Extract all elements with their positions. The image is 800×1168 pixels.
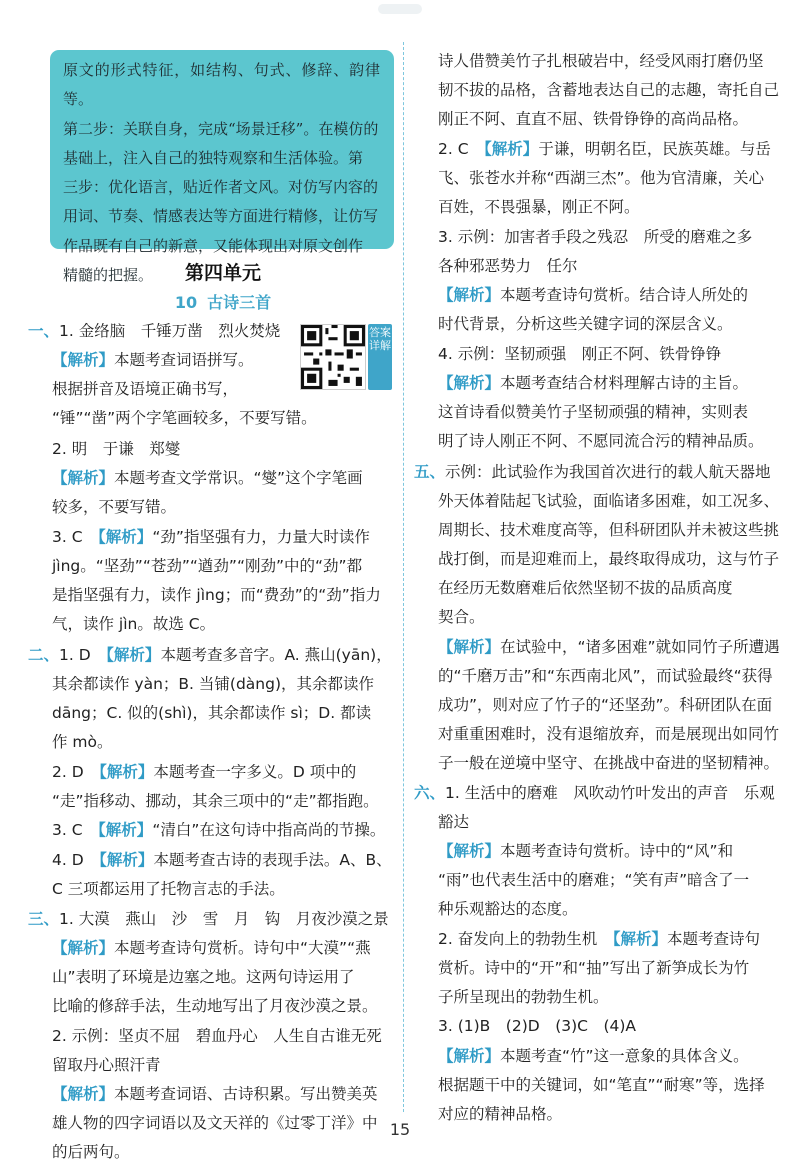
answer-text: 1. D bbox=[59, 646, 107, 664]
answer-text: 4. D bbox=[52, 851, 100, 869]
answer-text: 2. C bbox=[438, 140, 485, 158]
answer-line bbox=[438, 924, 760, 954]
answer-text: 诗人借赞美竹子扎根破岩中，经受风雨打磨仍坚 bbox=[438, 52, 764, 70]
answer-line bbox=[52, 991, 378, 1021]
answer-text: 2. 奋发向上的勃勃生机 bbox=[438, 930, 613, 948]
tip-line: 基础上，注入自己的独特观察和生活体验。第 bbox=[63, 148, 364, 167]
answer-line bbox=[438, 397, 748, 427]
answer-line bbox=[438, 515, 779, 545]
analysis-tag: 【解析】 bbox=[98, 528, 153, 546]
section-number: 六、 bbox=[414, 784, 446, 802]
answer-line bbox=[28, 640, 392, 670]
answer-text: “锤”“凿”两个字笔画较多，不要写错。 bbox=[52, 409, 317, 427]
answer-text: dāng；C. 似的(shì)，其余都读作 sì；D. 都读 bbox=[52, 704, 372, 722]
lesson-title bbox=[50, 290, 396, 313]
answer-text: 飞、张苍水并称“西湖三杰”。他为官清廉，关心 bbox=[438, 169, 765, 187]
section-number: 三、 bbox=[28, 910, 60, 928]
answer-text: 契合。 bbox=[438, 608, 485, 626]
answer-text: 种乐观豁达的态度。 bbox=[438, 900, 578, 918]
qr-answer-label: 答案详解 bbox=[368, 324, 392, 390]
answer-text: 本题考查诗句 bbox=[666, 930, 760, 948]
answer-line bbox=[438, 222, 752, 252]
answer-text: 外天体着陆起飞试验，面临诸多困难，如工况多、 bbox=[438, 492, 780, 510]
analysis-tag: 【解析】 bbox=[484, 140, 539, 158]
answer-line bbox=[438, 661, 773, 691]
answer-line bbox=[438, 104, 748, 134]
section-number: 五、 bbox=[414, 463, 446, 481]
analysis-tag: 【解析】 bbox=[438, 286, 501, 304]
answer-text: 的后两句。 bbox=[52, 1143, 130, 1161]
answer-line bbox=[438, 163, 764, 193]
qr-code-block[interactable] bbox=[300, 324, 394, 390]
answer-line bbox=[28, 904, 389, 934]
answer-text: 子所呈现出的勃勃生机。 bbox=[438, 988, 609, 1006]
answer-line bbox=[52, 727, 113, 757]
answer-text: 留取丹心照汗青 bbox=[52, 1056, 161, 1074]
answer-line bbox=[438, 134, 771, 164]
answer-line bbox=[52, 434, 180, 464]
answer-line bbox=[438, 544, 779, 574]
answer-text: 其余都读作 yàn；B. 当铺(dàng)，其余都读作 bbox=[52, 675, 375, 693]
answer-text: 时代背景，分析这些关键字词的深层含义。 bbox=[438, 315, 733, 333]
answer-line bbox=[52, 962, 355, 992]
answer-text: 这首诗看似赞美竹子坚韧顽强的精神，实则表 bbox=[438, 403, 749, 421]
answer-text: 的“千磨万击”和“东西南北风”，而试验最终“获得 bbox=[438, 667, 773, 685]
answer-text: 赏析。诗中的“开”和“抽”写出了新笋成长为竹 bbox=[438, 959, 750, 977]
answer-text: “劲”指坚强有力，力量大时读作 bbox=[152, 528, 370, 546]
answer-text: 3. C bbox=[52, 821, 99, 839]
answer-text: 战打倒，而是迎难而上，最终取得成功，这与竹子 bbox=[438, 550, 780, 568]
answer-text: 较多，不要写错。 bbox=[52, 498, 177, 516]
answer-line bbox=[52, 374, 238, 404]
answer-line bbox=[52, 1079, 378, 1109]
answer-line bbox=[52, 609, 215, 639]
answer-text: 1. 大漠 燕山 沙 雪 月 钩 月夜沙漠之景 bbox=[59, 910, 389, 928]
answer-line bbox=[438, 280, 748, 310]
answer-line bbox=[438, 75, 779, 105]
lesson-name: 古诗三首 bbox=[207, 293, 272, 312]
answer-text: “清白”在这句诗中指高尚的节操。 bbox=[152, 821, 386, 839]
answer-text: 3. C bbox=[52, 528, 99, 546]
answer-line bbox=[52, 786, 379, 816]
answer-line bbox=[438, 486, 779, 516]
analysis-tag: 【解析】 bbox=[438, 638, 501, 656]
answer-text: 本题考查古诗的表现手法。A、B、 bbox=[153, 851, 392, 869]
answer-text: 气，读作 jìn。故选 C。 bbox=[52, 615, 216, 633]
answer-text: 在试验中，“诸多困难”就如同竹子所遭遇 bbox=[500, 638, 780, 656]
answer-text: 示例：此试验作为我国首次进行的载人航天器地 bbox=[445, 463, 771, 481]
answer-text: 本题考查诗句赏析。诗句中“大漠”“燕 bbox=[114, 939, 371, 957]
answer-text: 各种邪恶势力 任尔 bbox=[438, 257, 578, 275]
answer-text: 在经历无数磨难后依然坚韧不拔的品质高度 bbox=[438, 579, 733, 597]
answer-text: 2. 明 于谦 郑燮 bbox=[52, 440, 181, 458]
analysis-tag: 【解析】 bbox=[52, 469, 115, 487]
analysis-tag: 【解析】 bbox=[98, 821, 153, 839]
answer-text: 根据拼音及语境正确书写， bbox=[52, 380, 239, 398]
answer-text: 周期长、技术难度高等，但科研团队并未被这些挑 bbox=[438, 521, 780, 539]
answer-text: 本题考查文学常识。“燮”这个字笔画 bbox=[114, 469, 363, 487]
answer-line bbox=[52, 874, 285, 904]
answer-text: 1. 金络脑 千锤万凿 烈火焚烧 bbox=[59, 322, 281, 340]
answer-text: 百姓，不畏强暴，刚正不阿。 bbox=[438, 198, 640, 216]
answer-text: 2. 示例：坚贞不屈 碧血丹心 人生自古谁无死 bbox=[52, 1027, 382, 1045]
answer-text: 本题考查诗句赏析。诗中的“风”和 bbox=[500, 842, 734, 860]
section-number: 一、 bbox=[28, 322, 60, 340]
answer-text: 本题考查词语、古诗积累。写出赞美英 bbox=[114, 1085, 378, 1103]
answer-line bbox=[438, 426, 764, 456]
answer-text: 是指坚强有力，读作 jìng；而“费劲”的“劲”指力 bbox=[52, 586, 381, 604]
answer-line bbox=[438, 573, 733, 603]
answer-line bbox=[438, 807, 469, 837]
answer-text: 明了诗人刚正不阿、不愿同流合污的精神品质。 bbox=[438, 432, 764, 450]
analysis-tag: 【解析】 bbox=[438, 1047, 501, 1065]
answer-line bbox=[52, 580, 381, 610]
answer-text: “雨”也代表生活中的磨难；“笑有声”暗含了一 bbox=[438, 871, 750, 889]
answer-line bbox=[438, 251, 578, 281]
answer-text: 韧不拔的品格，含蓄地表达自己的志趣，寄托自己 bbox=[438, 81, 780, 99]
answer-line bbox=[52, 1137, 130, 1167]
answer-line bbox=[52, 845, 392, 875]
answer-text: 本题考查“竹”这一意象的具体含义。 bbox=[500, 1047, 749, 1065]
answer-line bbox=[52, 463, 363, 493]
answer-line bbox=[438, 982, 609, 1012]
answer-text: 刚正不阿、直直不屈、铁骨铮铮的高尚品格。 bbox=[438, 110, 749, 128]
answer-line bbox=[438, 1070, 765, 1100]
answer-line bbox=[52, 933, 371, 963]
answer-line bbox=[52, 669, 374, 699]
answer-line bbox=[438, 1011, 636, 1041]
answer-text: 成功”，则对应了竹子的“还坚劲”。科研团队在面 bbox=[438, 696, 773, 714]
answer-line bbox=[438, 836, 733, 866]
answer-text: 比喻的修辞手法，生动地写出了月夜沙漠之景。 bbox=[52, 997, 378, 1015]
answer-line bbox=[438, 368, 748, 398]
tip-line: 用词、节奏、情感表达等方面进行精修，让仿写 bbox=[63, 207, 379, 226]
answer-line bbox=[52, 1050, 161, 1080]
analysis-tag: 【解析】 bbox=[52, 1085, 115, 1103]
analysis-tag: 【解析】 bbox=[438, 842, 501, 860]
answer-text: 3. 示例：加害者手段之残忍 所受的磨难之多 bbox=[438, 228, 753, 246]
answer-text: 3. (1)B (2)D (3)C (4)A bbox=[438, 1017, 637, 1035]
answer-text: 作 mò。 bbox=[52, 733, 113, 751]
answer-line bbox=[438, 894, 578, 924]
answer-line bbox=[438, 192, 640, 222]
answer-line bbox=[438, 339, 721, 369]
answer-text: 本题考查诗句赏析。结合诗人所处的 bbox=[500, 286, 749, 304]
column-divider bbox=[403, 42, 404, 1112]
answer-text: 根据题干中的关键词，如“笔直”“耐寒”等，选择 bbox=[438, 1076, 765, 1094]
unit-title: 第四单元 bbox=[184, 262, 261, 284]
answer-line bbox=[52, 403, 317, 433]
page-number: 15 bbox=[389, 1120, 411, 1139]
answer-text: jìng。“坚劲”“苍劲”“遒劲”“刚劲”中的“劲”都 bbox=[52, 557, 363, 575]
answer-line bbox=[438, 953, 749, 983]
answer-line bbox=[52, 345, 254, 375]
answer-line bbox=[438, 1041, 749, 1071]
answer-line bbox=[28, 316, 280, 346]
answer-line bbox=[438, 602, 485, 632]
scan-mark bbox=[378, 4, 422, 14]
section-number: 二、 bbox=[28, 646, 60, 664]
answer-text: 2. D bbox=[52, 763, 100, 781]
analysis-tag: 【解析】 bbox=[106, 646, 161, 664]
answer-line bbox=[52, 1021, 382, 1051]
analysis-tag: 【解析】 bbox=[52, 939, 115, 957]
answer-line bbox=[438, 690, 772, 720]
answer-text: C 三项都运用了托物言志的手法。 bbox=[52, 880, 285, 898]
answer-text: 子一般在逆境中坚守、在挑战中奋进的坚韧精神。 bbox=[438, 754, 780, 772]
answer-line bbox=[52, 698, 371, 728]
analysis-tag: 【解析】 bbox=[99, 851, 154, 869]
answer-text: 雄人物的四字词语以及文天祥的《过零丁洋》中 bbox=[52, 1114, 378, 1132]
answer-text: 豁达 bbox=[438, 813, 470, 831]
answer-line bbox=[414, 457, 771, 487]
answer-line bbox=[52, 757, 356, 787]
analysis-tag: 【解析】 bbox=[438, 374, 501, 392]
answer-line bbox=[52, 551, 362, 581]
qr-code-icon[interactable] bbox=[300, 324, 366, 390]
answer-line bbox=[438, 748, 779, 778]
answer-line bbox=[438, 309, 733, 339]
answer-text: 本题考查词语拼写。 bbox=[114, 351, 254, 369]
tip-line: 原文的形式特征，如结构、句式、修辞、韵律等。 bbox=[63, 61, 380, 109]
answer-line bbox=[438, 632, 780, 662]
answer-line bbox=[414, 778, 775, 808]
analysis-tag: 【解析】 bbox=[612, 930, 667, 948]
lesson-number: 10 bbox=[174, 293, 198, 312]
answer-text: 1. 生活中的磨难 风吹动竹叶发出的声音 乐观 bbox=[445, 784, 775, 802]
analysis-tag: 【解析】 bbox=[52, 351, 115, 369]
answer-line bbox=[438, 46, 764, 76]
tip-line: 三步：优化语言，贴近作者文风。对仿写内容的 bbox=[63, 178, 379, 197]
answer-line bbox=[52, 522, 370, 552]
analysis-tag: 【解析】 bbox=[99, 763, 154, 781]
answer-text: “走”指移动、挪动，其余三项中的“走”都指跑。 bbox=[52, 792, 379, 810]
answer-line bbox=[52, 492, 176, 522]
answer-text: 山”表明了环境是边塞之地。这两句诗运用了 bbox=[52, 968, 355, 986]
answer-text: 于谦，明朝名臣，民族英雄。与岳 bbox=[538, 140, 771, 158]
answer-text: 本题考查一字多义。D 项中的 bbox=[153, 763, 357, 781]
tip-line: 精髓的把握。 bbox=[63, 266, 154, 285]
answer-line bbox=[52, 815, 385, 845]
answer-text: 对重重困难时，没有退缩放弃，而是展现出如同竹 bbox=[438, 725, 780, 743]
answer-text: 本题考查结合材料理解古诗的主旨。 bbox=[500, 374, 749, 392]
answer-text: 对应的精神品格。 bbox=[438, 1105, 563, 1123]
answer-line bbox=[438, 719, 779, 749]
tip-line: 第二步：关联自身，完成“场景迁移”。在模仿的 bbox=[63, 119, 379, 138]
answer-text: 4. 示例：坚韧顽强 刚正不阿、铁骨铮铮 bbox=[438, 345, 722, 363]
tip-line: 作品既有自己的新意，又能体现出对原文创作 bbox=[63, 236, 364, 255]
answer-text: 本题考查多音字。A. 燕山(yān)， bbox=[160, 646, 392, 664]
answer-line bbox=[438, 865, 749, 895]
